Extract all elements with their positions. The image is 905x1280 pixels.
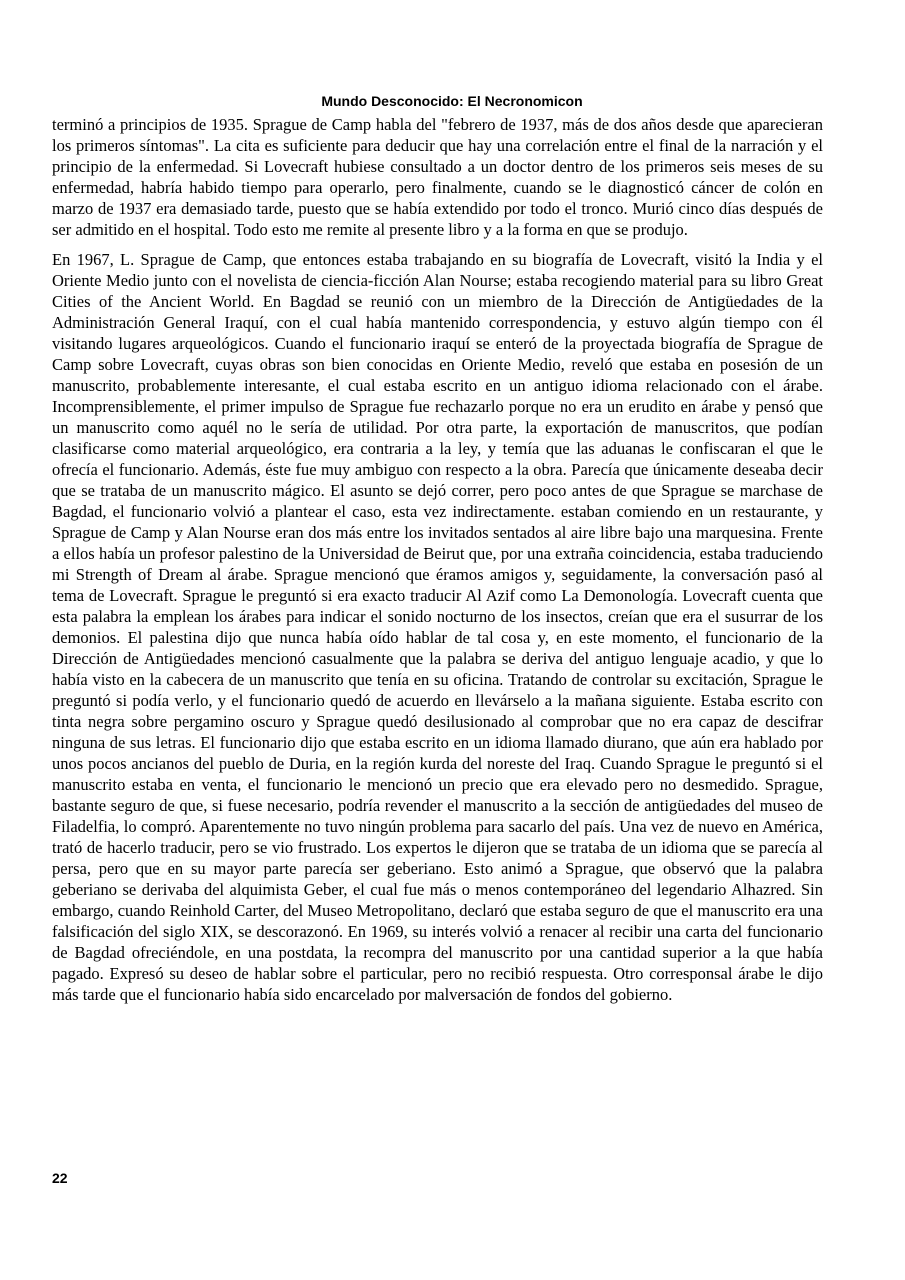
paragraph: terminó a principios de 1935. Sprague de Camp habla del "febrero de 1937, más de dos años desde que aparecieran los primeros síntomas". La cita es suficiente para deducir que hay una correlación entre el final de la narración y el principio de la enfermedad. Si Lovecraft hubiese consultado a un doctor dentro de los primeros seis meses de su enfermedad, habría habido tiempo para operarlo, pero finalmente, cuando se le diagnosticó cáncer de colón en marzo de 1937 era demasiado tarde, puesto que se había extendido por todo el tronco. Murió cinco días después de ser admitido en el hospital. Todo esto me remite al presente libro y a la forma en que se produjo.: [52, 115, 823, 239]
body-text: [52, 114, 823, 1014]
page-number: 22: [52, 1170, 68, 1186]
running-header-title: Mundo Desconocido: El Necronomicon: [321, 93, 583, 109]
paragraph: En 1967, L. Sprague de Camp, que entonces estaba trabajando en su biografía de Lovecraft, visitó la India y el Oriente Medio junto con el novelista de ciencia-ficción Alan Nourse; estaba recogiendo material para su libro Great Cities of the Ancient World. En Bagdad se reunió con un miembro de la Dirección de Antigüedades de la Administración General Iraquí, con el cual había mantenido correspondencia, y estuvo algún tiempo con él visitando lugares arqueológicos. Cuando el funcionario iraquí se enteró de la proyectada biografía de Sprague de Camp sobre Lovecraft, cuyas obras son bien conocidas en Oriente Medio, reveló que estaba en posesión de un manuscrito, probablemente interesante, el cual estaba escrito en un antiguo idioma relacionado con el árabe. Incomprensiblemente, el primer impulso de Sprague fue rechazarlo porque no era un erudito en árabe y pensó que un manuscrito como aquél no le sería de utilidad. Por otra parte, la exportación de manuscritos, que podían clasificarse como material arqueológico, era contraria a la ley, y temía que las aduanas le confiscaran el que le ofrecía el funcionario. Además, éste fue muy ambiguo con respecto a la obra. Parecía que únicamente deseaba decir que se trataba de un manuscrito mágico. El asunto se dejó correr, pero poco antes de que Sprague se marchase de Bagdad, el funcionario volvió a plantear el caso, esta vez indirectamente. estaban comiendo en un restaurante, y Sprague de Camp y Alan Nourse eran dos más entre los invitados sentados al aire libre bajo una marquesina. Frente a ellos había un profesor palestino de la Universidad de Beirut que, por una extraña coincidencia, estaba traduciendo mi Strength of Dream al árabe. Sprague mencionó que éramos amigos y, seguidamente, la conversación pasó al tema de Lovecraft. Sprague le preguntó si era exacto traducir Al Azif como La Demonología. Lovecraft cuenta que esta palabra la emplean los árabes para indicar el sonido nocturno de los insectos, creían que era el susurrar de los demonios. El palestina dijo que nunca había oído hablar de tal cosa y, en este momento, el funcionario de la Dirección de Antigüedades mencionó casualmente que la palabra se deriva del antiguo lenguaje acadio, y que lo había visto en la cabecera de un manuscrito que tenía en su oficina. Tratando de controlar su excitación, Sprague le preguntó si podía verlo, y el funcionario quedó de acuerdo en llevárselo a la mañana siguiente. Estaba escrito con tinta negra sobre pergamino oscuro y Sprague quedó desilusionado al comprobar que no era capaz de descifrar ninguna de sus letras. El funcionario dijo que estaba escrito en un idioma llamado diurano, que aún era hablado por unos pocos ancianos del pueblo de Duria, en la región kurda del noreste del Iraq. Cuando Sprague le preguntó si el manuscrito estaba en venta, el funcionario le mencionó un precio que era elevado pero no desmedido. Sprague, bastante seguro de que, si fuese necesario, podría revender el manuscrito a la sección de antigüedades del museo de Filadelfia, lo compró. Aparentemente no tuvo ningún problema para sacarlo del país. Una vez de nuevo en América, trató de hacerlo traducir, pero se vio frustrado. Los expertos le dijeron que se trataba de un idioma que se parecía al persa, pero que en su mayor parte parecía ser geberiano. Esto animó a Sprague, que observó que la palabra geberiano se derivaba del alquimista Geber, el cual fue más o menos contemporáneo del legendario Alhazred. Sin embargo, cuando Reinhold Carter, del Museo Metropolitano, declaró que estaba seguro de que el manuscrito era una falsificación del siglo XIX, se descorazonó. En 1969, su interés volvió a renacer al recibir una carta del funcionario de Bagdad ofreciéndole, en una postdata, la recompra del manuscrito por una cantidad superior a la que había pagado. Expresó su deseo de hablar sobre el particular, pero no recibió respuesta. Otro corresponsal árabe le dijo más tarde que el funcionario había sido encarcelado por malversación de fondos del gobierno.: [52, 250, 823, 1004]
